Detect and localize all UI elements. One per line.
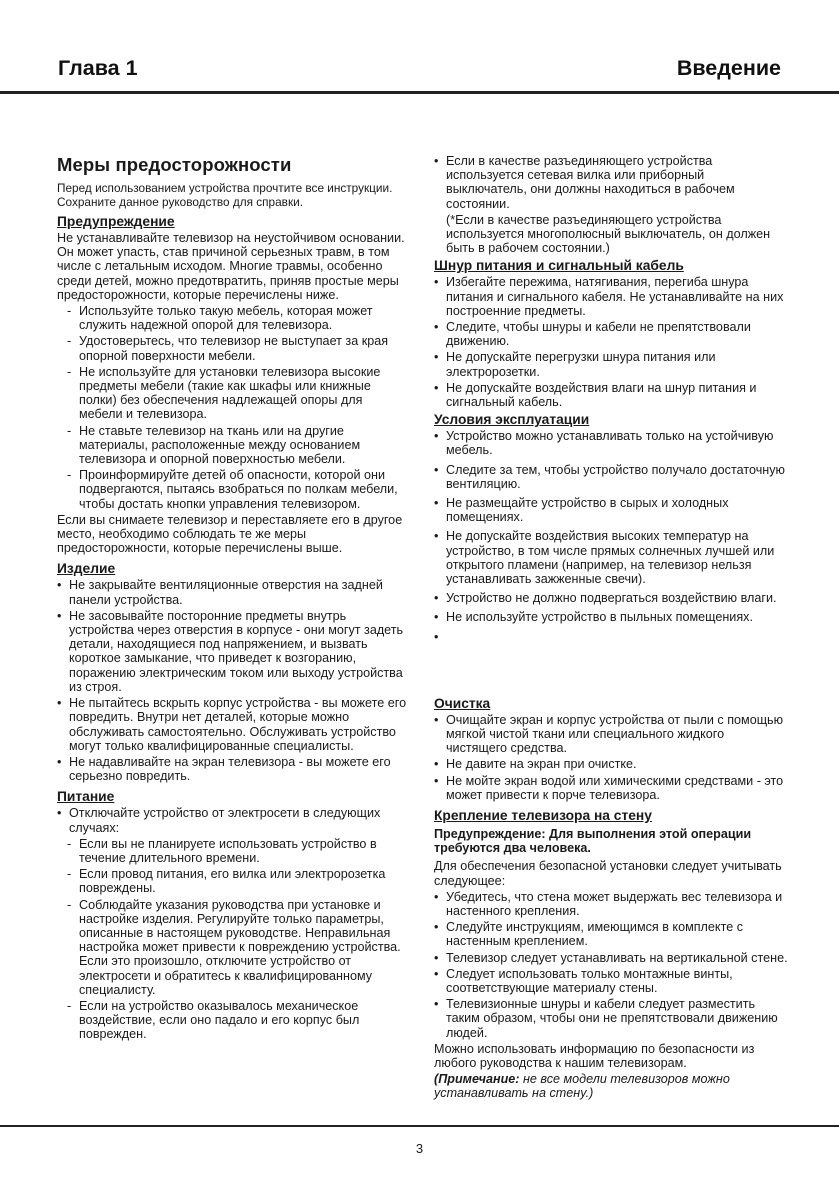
mount-item: • Следуйте инструкциям, имеющимся в комплекте с настенным креплением. [434, 920, 788, 948]
power-item: - Если вы не планируете использовать устройство в течение длительного времени. [57, 837, 407, 865]
product-item: • Не закрывайте вентиляционные отверстия на задней панели устройства. [57, 578, 407, 606]
mount-item: • Следует использовать только монтажные винты, соответствующие материалу стены. [434, 967, 788, 995]
header-divider [0, 91, 839, 94]
cleaning-item: • Очищайте экран и корпус устройства от пыли с помощью мягкой чистой ткани или специального жидкого чистящего средства. [434, 713, 788, 756]
mount-lead: Для обеспечения безопасной установки следует учитывать следующее: [434, 859, 782, 888]
footer-divider [0, 1125, 839, 1127]
conditions-heading: Условия эксплуатации [434, 412, 590, 428]
mount-item: • Телевизионные шнуры и кабели следует разместить таким образом, чтобы они не препятствовали движению людей. [434, 997, 788, 1040]
mount-note-text: не все модели телевизоров можно устанавливать на стену.) [434, 1072, 730, 1101]
disconnect-bullet: • Если в качестве разъединяющего устройства используется сетевая вилка или приборный выключатель, они должны находиться в рабочем состоянии. [434, 154, 788, 211]
product-item: • Не пытайтесь вскрыть корпус устройства - вы можете его повредить. Внутри нет деталей, которые можно обслуживать самостоятельно. Обслуживать устройство могут только квалифицированные специалисты. [57, 696, 407, 753]
conditions-item-empty [434, 630, 788, 644]
power-item: - Соблюдайте указания руководства при установке и настройке изделия. Регулируйте только параметры, описанные в настоящем руководстве. Неправильная настройка может привести к повреждению устройства. Если это произошло, отключите устройство от электросети и обратитесь к квалифицированному специалисту. [57, 898, 407, 997]
mount-footer: Можно использовать информацию по безопасности из любого руководства к нашим телевизорам. [434, 1041, 755, 1070]
disconnect-note: (*Если в качестве разъединяющего устройства используется многополюсный выключатель, он должен быть в рабочем состоянии.) [446, 212, 771, 256]
cable-item: • Следите, чтобы шнуры и кабели не препятствовали движению. [434, 320, 788, 348]
cable-item: • Избегайте пережима, натягивания, перегиба шнура питания и сигнального кабеля. Не устанавливайте на них построенние предметы. [434, 275, 788, 318]
mount-warning: Предупреждение: Для выполнения этой операции требуются два человека. [434, 826, 752, 856]
power-item: - Если провод питания, его вилка или электророзетка повреждены. [57, 867, 407, 895]
product-item: • Не засовывайте посторонние предметы внутрь устройства через отверстия в корпусе - они могут задеть детали, находящиеся под напряжением, и вызвать короткое замыкание, что приведет к возгоранию, поражению электрическим током или выходу устройства из строя. [57, 609, 407, 694]
page-number: 3 [415, 1141, 424, 1156]
blank-spacer [434, 646, 788, 694]
conditions-item: • Не допускайте воздействия высоких температур на устройство, в том числе прямых солнечных лучшей или открытого пламени (например, на телевизор нельзя устанавливать зажженные свечи). [434, 529, 788, 586]
power-lead: • Отключайте устройство от электросети в следующих случаях: [57, 806, 407, 834]
warning-item: - Не ставьте телевизор на ткань или на другие материалы, расположенные между основанием телевизора и опорной поверхностью мебели. [57, 424, 407, 467]
power-item: - Если на устройство оказывалось механическое воздействие, если оно падало и его корпус был поврежден. [57, 999, 407, 1042]
cleaning-heading: Очистка [434, 695, 491, 711]
mount-note-label: (Примечание: [434, 1072, 520, 1087]
conditions-item: • Устройство можно устанавливать только на устойчивую мебель. [434, 429, 788, 457]
cable-item: • Не допускайте перегрузки шнура питания или электророзетки. [434, 350, 788, 378]
cable-heading: Шнур питания и сигнальный кабель [434, 258, 684, 274]
warning-item: - Не используйте для установки телевизора высокие предметы мебели (такие как шкафы или книжные полки) без обеспечения надлежащей опоры для мебели и телевизора. [57, 365, 407, 422]
cleaning-item: • Не давите на экран при очистке. [434, 757, 788, 771]
conditions-item: • Следите за тем, чтобы устройство получало достаточную вентиляцию. [434, 463, 788, 491]
intro-text: Перед использованием устройства прочтите все инструкции. Сохраните данное руководство для справки. [57, 181, 393, 209]
warning-after-text: Если вы снимаете телевизор и переставляете его в другое место, необходимо соблюдать те же меры предосторожности, которые перечислены выше. [57, 512, 403, 556]
cleaning-item: • Не мойте экран водой или химическими средствами - это может привести к порче телевизора. [434, 774, 788, 802]
conditions-item: • Устройство не должно подвергаться воздействию влаги. [434, 591, 788, 605]
power-heading: Питание [57, 789, 115, 805]
mount-item: • Телевизор следует устанавливать на вертикальной стене. [434, 951, 788, 965]
product-item: • Не надавливайте на экран телевизора - вы можете его серьезно повредить. [57, 755, 407, 783]
mount-heading: Крепление телевизора на стену [434, 807, 652, 823]
left-column [57, 154, 407, 1044]
warning-heading: Предупреждение [57, 214, 175, 229]
chapter-label: Глава 1 [58, 56, 138, 80]
mount-item: • Убедитесь, что стена может выдержать вес телевизора и настенного крепления. [434, 890, 788, 918]
section-label: Введение [676, 56, 781, 80]
mount-note [434, 1072, 788, 1100]
warning-text: Не устанавливайте телевизор на неустойчивом основании. Он может упасть, став причиной серьезных травм, в том числе с летальным исходом. Многие травмы, особенно среди детей, можно предотвратить, приняв простые меры предосторожности, которые перечислены ниже. [57, 231, 405, 302]
warning-item: - Используйте только такую мебель, которая может служить надежной опорой для телевизора. [57, 304, 407, 332]
right-column [434, 154, 788, 1103]
page-title: Меры предосторожности [57, 154, 292, 175]
cable-item: • Не допускайте воздействия влаги на шнур питания и сигнальный кабель. [434, 381, 788, 409]
warning-item: - Проинформируйте детей об опасности, которой они подвергаются, пытаясь взобраться по полкам мебели, чтобы достать кнопки управления телевизором. [57, 468, 407, 511]
conditions-item: • Не размещайте устройство в сырых и холодных помещениях. [434, 496, 788, 524]
conditions-item: • Не используйте устройство в пыльных помещениях. [434, 610, 788, 624]
warning-item: - Удостоверьтесь, что телевизор не выступает за края опорной поверхности мебели. [57, 334, 407, 362]
product-heading: Изделие [57, 561, 116, 577]
